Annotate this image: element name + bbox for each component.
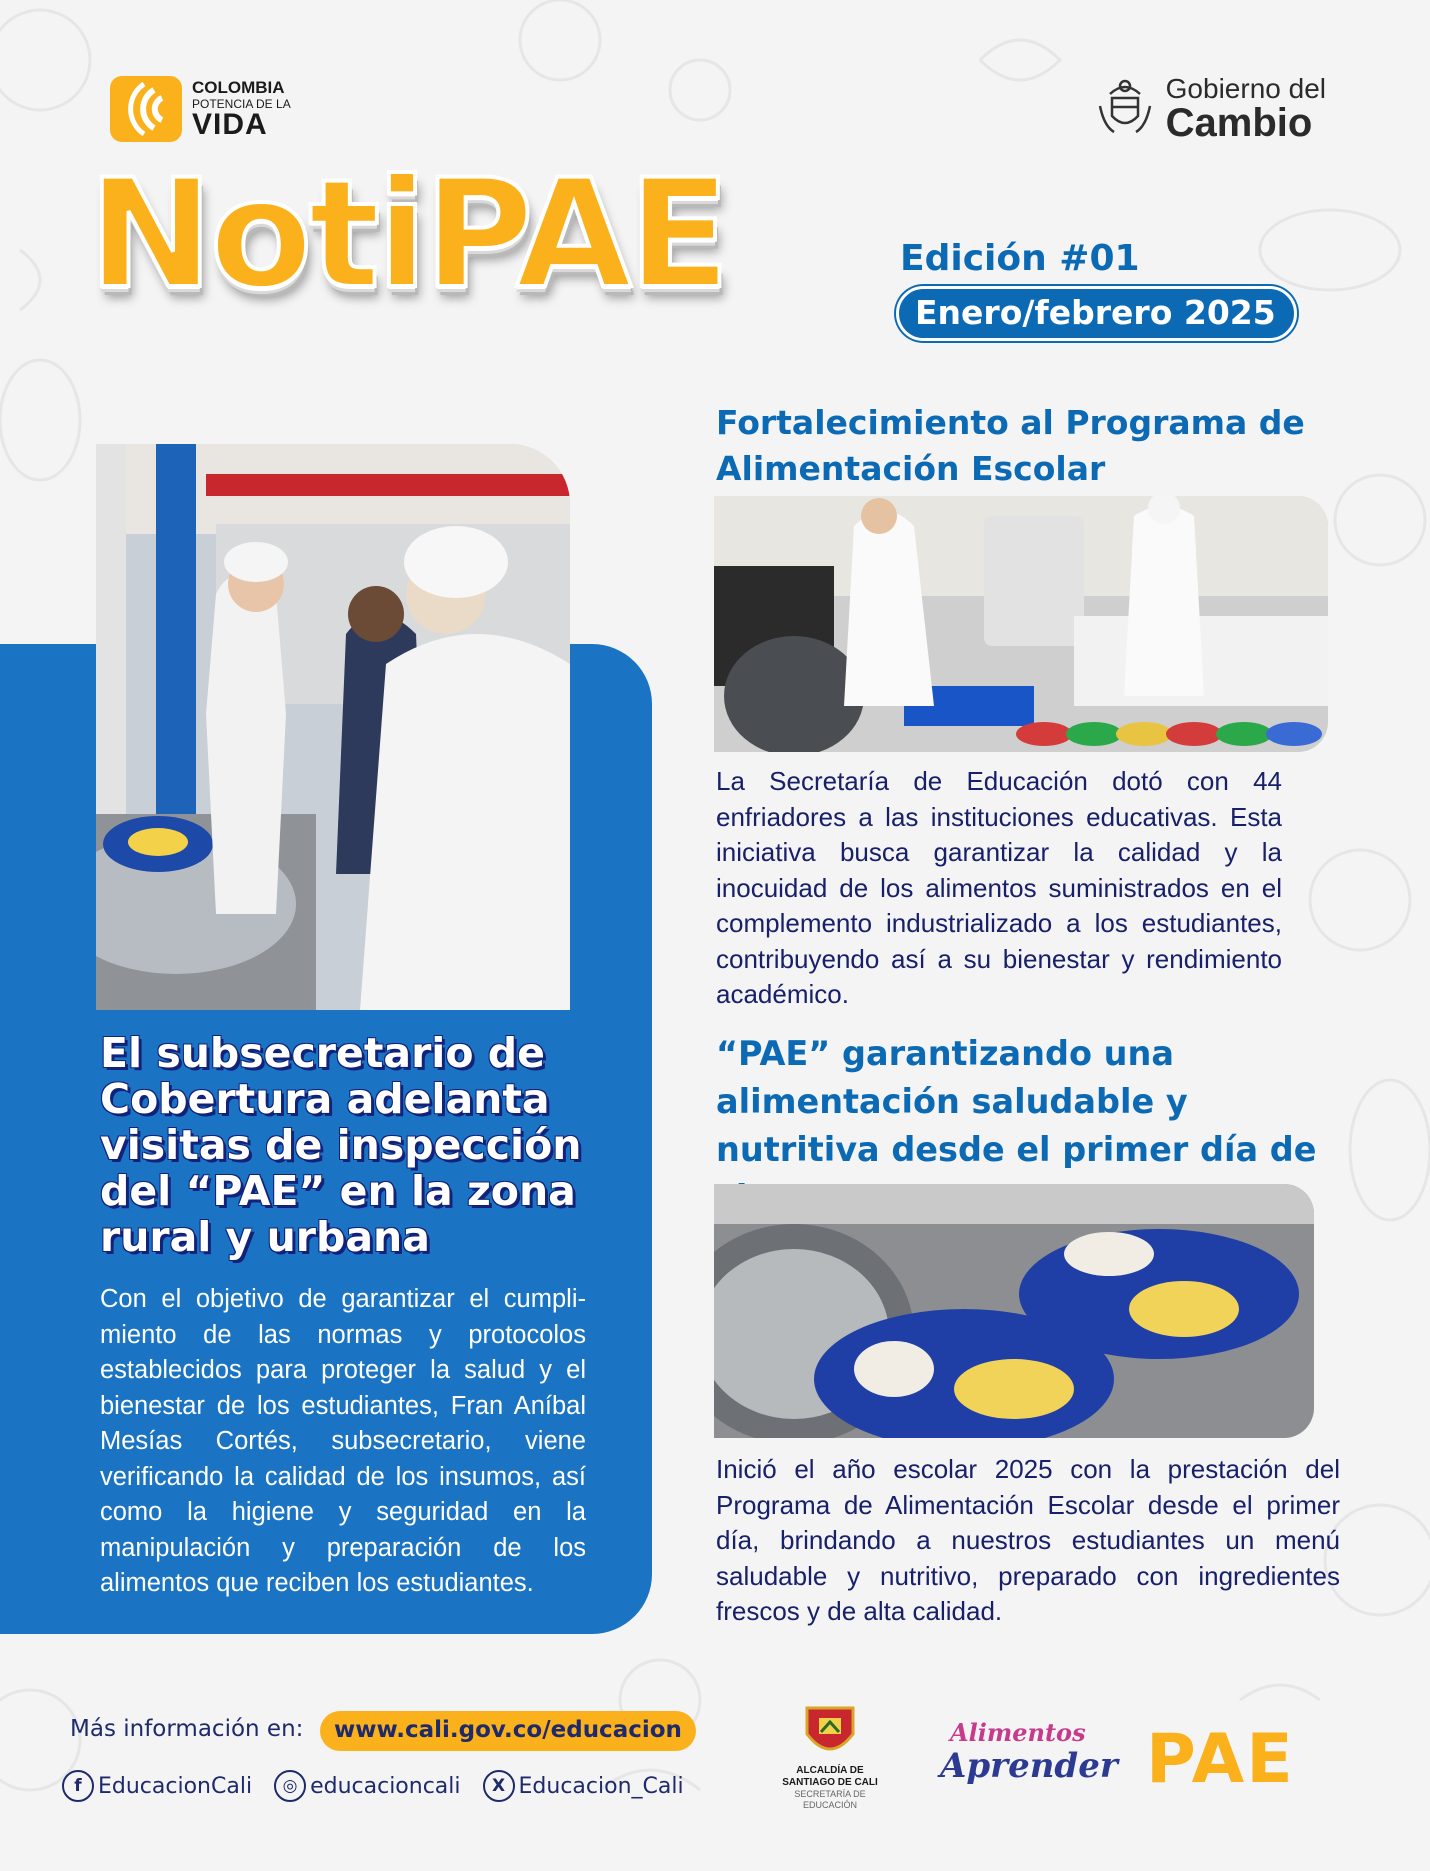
facebook-link[interactable] — [62, 1770, 252, 1802]
facebook-icon: f — [62, 1770, 94, 1802]
alimentos-para-aprender-logo — [940, 1712, 1118, 1802]
alimentos-logo-line1: Alimentos — [950, 1718, 1086, 1747]
x-icon: X — [483, 1770, 515, 1802]
left-article-body: Con el objetivo de garantizar el cumplimiento de las normas y protocolos establecidos para proteger la salud y el bienestar de los estudiantes, Fran Aníbal Mesías Cortés, subsecretario, viene verificando la calidad de los insumos, así como la higiene y seguridad en la manipulación y preparación de los alimentos que reciben los estudiantes. — [100, 1285, 586, 1597]
gobierno-line2: Cambio — [1165, 101, 1313, 146]
section2-title: “PAE” garantizando una alimentación saludable y nutritiva desde el primer día de — [716, 1034, 1317, 1169]
meal-trays-photo — [714, 1184, 1314, 1438]
coat-of-arms-icon — [1094, 76, 1156, 142]
facebook-handle: EducacionCali — [98, 1773, 253, 1799]
instagram-handle: educacioncali — [310, 1773, 461, 1799]
gobierno-del-cambio-logo — [1094, 73, 1326, 146]
section2-body: Inició el año escolar 2025 con la prestación del Programa de Alimentación Escolar desde el primer día, brindando a nuestros estudiantes un menú saludable y nutritivo, preparado con ingredientes frescos y de alta calidad. — [716, 1454, 1340, 1626]
cali-logo-line3: SECRETARÍA DE EDUCACIÓN — [794, 1789, 866, 1810]
alcaldia-cali-logo — [770, 1704, 890, 1811]
gobierno-line1: Gobierno del — [1165, 73, 1326, 104]
cali-shield-icon — [803, 1704, 857, 1760]
left-article-headline: El subsecretario de Cobertura adelanta visitas de inspección del “PAE” en la zona rural y urbana — [100, 1029, 582, 1261]
alimentos-logo-line2: Aprender — [940, 1746, 1118, 1786]
colombia-wave-icon — [110, 76, 182, 142]
more-info-label: Más información en: — [70, 1716, 304, 1742]
newsletter-title: NotiPAE — [88, 148, 727, 322]
colombia-potencia-logo — [110, 76, 291, 142]
colombia-logo-line3: VIDA — [192, 107, 268, 141]
cali-logo-line1: ALCALDÍA DE — [796, 1765, 864, 1776]
colombia-logo-line1: COLOMBIA — [192, 77, 285, 97]
cali-logo-line2: SANTIAGO DE CALI — [782, 1777, 878, 1788]
x-link[interactable] — [483, 1770, 684, 1802]
x-handle: Educacion_Cali — [518, 1773, 684, 1799]
social-links — [62, 1770, 684, 1802]
edition-date-badge: Enero/febrero 2025 — [896, 286, 1297, 341]
colombia-logo-line2: POTENCIA DE LA — [192, 96, 291, 111]
kitchen-photo — [714, 496, 1328, 752]
website-link[interactable]: www.cali.gov.co/educacion — [320, 1711, 696, 1751]
instagram-icon: ◎ — [274, 1770, 306, 1802]
edition-number: Edición #01 — [900, 238, 1140, 279]
instagram-link[interactable] — [274, 1770, 460, 1802]
section1-title: Fortalecimiento al Programa de Alimentación Escolar — [716, 403, 1305, 488]
pae-logo: PAE — [1146, 1720, 1295, 1799]
inspection-photo — [96, 444, 570, 1010]
section1-body: La Secretaría de Educación dotó con 44 enfriadores a las instituciones educativas. Esta iniciativa busca garantizar la calidad y la inocuidad de los alimentos suministrados en el complemento industrializado a los estudiantes, contribuyendo así a su bienestar y rendimiento académico. — [716, 766, 1282, 1009]
